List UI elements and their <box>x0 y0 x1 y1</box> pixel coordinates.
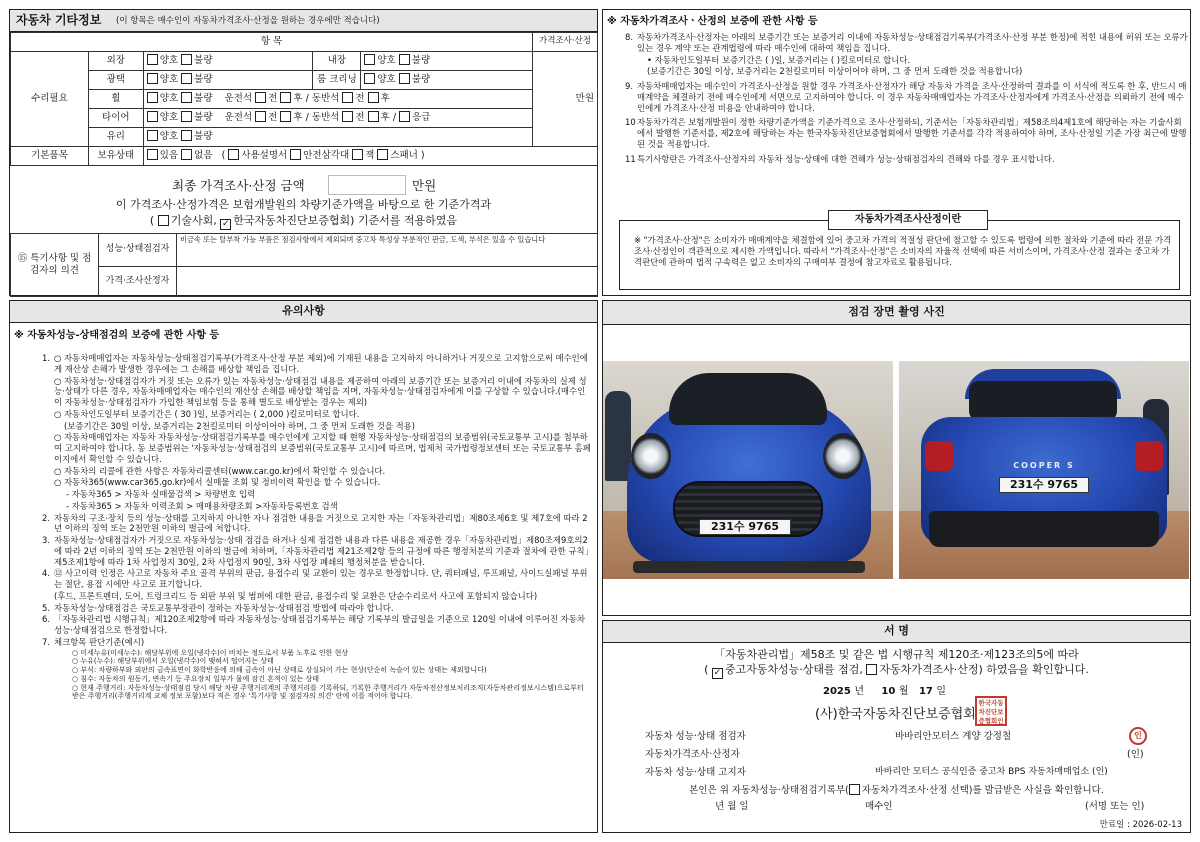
buyer-line <box>715 801 1185 813</box>
warranty-item: 8. 자동차가격조사·산정자는 아래의 보증기간 또는 보증거리 이내에 자동차성능·상태점검기록부(가격조사·산정 부분 한정)에 적힌 내용에 허위 또는 오류가 있는 경우 계약 또는 관계법령에 따라 매수인에 대하여 책임을 집니다. <box>625 32 1188 53</box>
checkbox[interactable] <box>147 73 158 84</box>
signature-org: (사)한국자동차진단보증협회 <box>815 707 976 722</box>
price-appraisal-box <box>619 220 1180 290</box>
note-item: (보증기간은 30일 이상, 보증거리는 2천킬로미터 이상이어야 하며, 그 중 먼저 도래한 것을 적용) <box>64 420 416 431</box>
checkbox[interactable] <box>228 149 239 160</box>
note-item: 5. 자동차성능·상태점검은 국토교통부장관이 정하는 자동차성능·상태점검 방법에 따라야 합니다. <box>42 602 394 613</box>
appraiser-opinion <box>177 267 598 297</box>
note-item: 1. ○ 자동차매매업자는 자동차성능·상태점검기록부(가격조사·산정 부분 제외)에 기재된 내용을 고지하지 아니하거나 거짓으로 고지함으로써 매수인에게 재산상 손해가 발생한 경우에는 그 손해를 배상할 책임을 집니다. <box>42 353 588 374</box>
notes-list <box>40 353 592 701</box>
checkbox[interactable] <box>280 111 291 122</box>
checkbox[interactable] <box>181 54 192 65</box>
repair-table <box>10 32 598 166</box>
price-appraisal-box-title: 자동차가격조사산정이란 <box>828 210 988 230</box>
inspector-seal: 인 <box>1129 727 1147 745</box>
possession-options: 있음 없음 ( 사용설명서 안전삼각대 잭 스패너 ) <box>143 147 597 166</box>
checkbox[interactable] <box>342 111 353 122</box>
criteria-item: ○ 침수: 자동차의 원동기, 변속기 등 주요장치 일부가 물에 잠긴 흔적이 있는 상태 <box>72 674 320 683</box>
criteria-item: ○ 미세누유(미세누수): 해당부위에 오일(냉각수)이 비치는 정도로서 부품 노후로 인한 현상 <box>72 648 349 657</box>
checkbox[interactable] <box>364 54 375 65</box>
warranty-title: ※ 자동차가격조사ㆍ산정의 보증에 관한 사항 등 <box>607 16 818 27</box>
sign-row-label: 자동차 성능·상태 점검자 <box>645 731 746 742</box>
row-label-exterior: 외장 <box>88 52 143 71</box>
checkbox[interactable] <box>147 111 158 122</box>
other-info-section <box>9 9 598 296</box>
checkbox[interactable] <box>399 54 410 65</box>
final-price-input[interactable] <box>328 175 406 195</box>
price-unit: 만원 <box>533 52 598 147</box>
criteria-item: ○ 현재 주행거리: 자동차성능·상태점검 당시 해당 차량 주행거리계의 주행거리를 기록하되, 기록한 주행거리가 자동차전산정보처리조직(자동차관리정보시스템)으로부터 받은 주행거리(주행거리계 교체 정보 포함)보다 적은 경우 '특기사항 및 점검자의 의견' 란에 이를 적어야 합니다. <box>72 683 584 701</box>
inspector-label: 성능·상태점검자 <box>99 234 177 267</box>
notes-subtitle: ※ 자동차성능-상태점검의 보증에 관한 사항 등 <box>14 330 220 341</box>
note-item: ○ 자동차의 리콜에 관한 사항은 자동차리콜센터(www.car.go.kr)에서 확인할 수 있습니다. <box>54 465 386 476</box>
warranty-list <box>623 32 1188 165</box>
checkbox[interactable] <box>181 73 192 84</box>
bumper <box>929 511 1159 547</box>
final-price-unit: 만원 <box>412 178 437 193</box>
sign-row-label: 자동차가격조사·산정자 <box>645 749 740 760</box>
final-price-label: 최종 가격조사·산정 금액 <box>172 178 305 193</box>
gloss-options: 양호 불량 <box>143 71 313 90</box>
col-price-header: 가격조사·산정 <box>533 33 598 52</box>
sign-row <box>645 767 1185 779</box>
checkbox[interactable] <box>368 92 379 103</box>
criteria-item: ○ 부식: 차량하부와 외판의 금속표면이 화학반응에 의해 금속이 아닌 상태로 상실되어 가는 현상(단순히 녹슬어 있는 상태는 제외합니다) <box>72 666 487 674</box>
headlight-right <box>823 433 863 479</box>
note-item: 4. ⑫ 사고이력 인정은 사고로 자동차 주요 골격 부위의 판금, 용접수리 및 교환이 있는 경우로 한정합니다. 단, 쿼터패널, 루프패널, 사이드실패널 부위는 절단, 용접 시에만 사고로 표기합니다. <box>42 568 588 589</box>
windshield <box>669 373 827 425</box>
checkbox[interactable] <box>147 149 158 160</box>
sign-row-value: (인) <box>1127 749 1144 760</box>
front-plate: 231수 9765 <box>699 519 791 535</box>
buyer-sign-note: (서명 또는 인) <box>1085 801 1145 812</box>
tire-options: 양호 불량 운전석 전 후 / 동반석 전 후 / 응급 <box>143 109 532 128</box>
sign-row-label: 자동차 성능·상태 고지자 <box>645 767 746 778</box>
warranty-item: (보증기간은 30일 이상, 보증거리는 2천킬로미터 이상이어야 하며, 그 중 먼저 도래한 것을 적용합니다) <box>647 66 1023 77</box>
row-label-room-cleaning: 룸 크리닝 <box>313 71 361 90</box>
checkbox[interactable] <box>399 73 410 84</box>
col-item-header: 항 목 <box>11 33 533 52</box>
special-notes-table <box>10 233 598 297</box>
criteria-list <box>54 649 592 702</box>
checkbox[interactable] <box>377 149 388 160</box>
checkbox-kadia[interactable]: ✓ <box>221 219 230 229</box>
sign-row-value: 바바리안 모터스 공식인증 중고차 BPS 자동차매매업소 (인) <box>875 767 1108 777</box>
sign-row <box>645 749 1165 761</box>
rear-photo <box>899 361 1189 579</box>
signature-line2: ( ✓ 중고자동차성능·상태를 점검, 자동차가격조사·산정) 하였음을 확인합니다. <box>704 663 1089 678</box>
checkbox[interactable] <box>147 130 158 141</box>
checkbox[interactable] <box>280 92 291 103</box>
possession-label: 보유상태 <box>88 147 143 166</box>
checkbox-technician-society[interactable] <box>158 215 169 226</box>
note-item: 7. 체크항목 판단기준(예시) <box>42 636 145 647</box>
taillight-right <box>1135 441 1163 471</box>
exterior-options: 양호 불량 <box>143 52 313 71</box>
warranty-item: 10 자동차가격은 보험개발원이 정한 차량기준가액을 기준가격으로 조사·산정하되, 기준서는「자동차관리법」제58조의4제1호에 해당하는 자는 기술사회에서 발행한 기준서를, 제2호에 해당하는 자는 한국자동차진단보증협회에서 발행한 기준서를 각각 적용하여야 하며, 조사·산정일 기준 가장 최근에 발행된 것을 적용합니다. <box>625 117 1187 149</box>
note-item: 6. 「자동차관리법 시행규칙」제120조제2항에 따라 자동차성능·상태점검기록부는 해당 기록부의 발급일을 기준으로 120일 이내에 이루어진 자동차 성능·상태점검으로 한정합니다. <box>42 614 585 635</box>
note-item: 2. 자동차의 구조·장치 등의 성능·상태를 고지하지 아니한 자나 점검한 내용을 거짓으로 고지한 자는「자동차관리법」제80조제6호 및 제7호에 따라 2년 이하의 징역 또는 2천만원 이하의 벌금에 처합니다. <box>42 512 588 534</box>
sign-row-value: 바바리안모터스 계양 강정철 <box>895 731 1012 742</box>
checkbox[interactable] <box>147 54 158 65</box>
wheel-options: 양호 불량 운전석 전 후 / 동반석 전 후 <box>143 90 532 109</box>
signature-date: 2025 년 10 월 17 일 <box>823 686 947 697</box>
checkbox-performance-check[interactable]: ✓ <box>713 668 722 678</box>
checkbox-receipt-price[interactable] <box>849 784 860 795</box>
checkbox[interactable] <box>368 111 379 122</box>
signature-section <box>602 620 1191 833</box>
signature-header: 서 명 <box>603 621 1190 643</box>
checkbox[interactable] <box>290 149 301 160</box>
org-seal: 한국자동차진단보증협회인 <box>975 696 1007 726</box>
interior-options: 양호 불량 <box>361 52 533 71</box>
checkbox[interactable] <box>255 92 266 103</box>
buyer-label: 매수인 <box>865 801 893 812</box>
room-cleaning-options: 양호 불량 <box>361 71 533 90</box>
basic-items-label: 기본품목 <box>11 147 89 166</box>
glass-options: 양호 불량 <box>143 128 532 147</box>
checkbox[interactable] <box>364 73 375 84</box>
warranty-item: • 자동차인도일부터 보증기간은 ( )일, 보증거리는 ( )킬로미터로 합니다. <box>647 54 911 65</box>
signature-line1: 「자동차관리법」제58조 및 같은 법 시행규칙 제120조·제123조의5에 따라 <box>714 648 1079 661</box>
note-item: - 자동차365 > 자동차 이력조회 > 매매용차량조회 >자동차등록번호 검색 <box>66 500 338 511</box>
checkbox[interactable] <box>342 92 353 103</box>
rear-badge: COOPER S <box>1013 461 1075 470</box>
final-price-row <box>10 174 597 198</box>
note-item: (후드, 프론트펜더, 도어, 트렁크리드 등 외판 부위 및 범퍼에 대한 판금, 용접수리 및 교환은 단순수리로서 사고에 포함되지 않습니다) <box>54 590 538 601</box>
checkbox[interactable] <box>181 92 192 103</box>
receipt-line: 본인은 위 자동차성능·상태점검기록부( 자동차가격조사·산정 선택)를 발급받은 사실을 확인합니다. <box>689 785 1104 796</box>
checkbox[interactable] <box>181 149 192 160</box>
notes-section <box>9 300 598 833</box>
row-label-gloss: 광택 <box>88 71 143 90</box>
note-item: ○ 자동차성능·상태점검자가 거짓 또는 오류가 있는 자동차성능·상태점검 내용을 제공하여 아래의 보증기간 또는 보증거리 이내에 자동차의 실제 성능·상태가 다른 경우, 자동차매매업자는 매수인의 재산상 손해를 배상할 책임을 지며, 자동차성능·상태점검자에게 이를 구상할 수 있습니다.(매수인이 자동차성능·상태점검자가 가입한 책임보험 등을 통해 별도로 배상받는 경우는 제외) <box>54 375 587 407</box>
checkbox[interactable] <box>352 149 363 160</box>
front-photo <box>603 361 893 579</box>
buyer-date-blank: 년 월 일 <box>715 801 749 812</box>
criteria-item: ○ 누유(누수): 해당부위에서 오일(냉각수)이 맺혀서 떨어지는 상태 <box>72 657 274 666</box>
worker <box>605 391 631 481</box>
taillight-left <box>925 441 953 471</box>
appraiser-label: 가격·조사산정자 <box>99 267 177 297</box>
warranty-section <box>602 9 1191 296</box>
checkbox[interactable] <box>399 111 410 122</box>
note-item: ○ 자동차인도일부터 보증기간은 ( 30 )일, 보증거리는 ( 2,000 )킬로미터로 합니다. <box>54 408 360 419</box>
checkbox[interactable] <box>181 111 192 122</box>
warranty-item: 9. 자동차매매업자는 매수인이 가격조사·산정을 원할 경우 가격조사·산정자가 해당 자동차 가격을 조사·산정하여 결과를 이 서식에 적도록 한 후, 반드시 매매계약을 체결하기 전에 매수인에게 서면으로 고지하여야 합니다. 이 경우 자동차매매업자는 가격조사·산정자에게 가격조사·산정을 의뢰하기 전에 매수인에게 가격조사·산정 비용을 안내하여야 합니다. <box>625 81 1187 113</box>
sign-row <box>645 731 1165 743</box>
warranty-item: 11 특기사항란은 가격조사·산정자의 자동차 성능·상태에 대한 견해가 성능·상태점검자의 견해와 다를 경우 표시합니다. <box>625 153 1055 164</box>
photos-section <box>602 300 1191 616</box>
note-item: 3. 자동차성능·상태점검자가 거짓으로 자동차성능·상태 점검을 하거나 실제 점검한 내용과 다른 내용을 제공한 경우「자동차관리법」제80조제9호의2에 따라 2년 이하의 징역 또는 2천만원 이하의 벌금에 처하며,「자동차관리법 제21조제2항 등의 규정에 따른 행정처분의 기준과 절차에 관한 규칙」제5조제1항에 따라 1차 사업정지 30일, 2차 사업정지 90일, 3차 사업장 폐쇄의 행정처분을 받습니다. <box>42 535 589 567</box>
price-appraisal-text: ※ "가격조사·산정"은 소비자가 매매계약을 체결함에 있어 중고차 가격의 적절성 판단에 참고할 수 있도록 법령에 의한 절차와 기준에 따라 전문 가격조사·산정인이 객관적으로 제시한 가액입니다. 따라서 "가격조사·산정"은 소비자의 자율적 선택에 따른 서비스이며, 가격조사·산정 결과는 중고차 가격판단에 관하여 법적 구속력은 없고 소비자의 구매여부 결정에 참고자료로 활용됩니다. <box>634 235 1172 267</box>
tire-shadow <box>633 561 865 573</box>
note-item: - 자동차365 > 자동차 실매물검색 > 차량번호 입력 <box>66 489 256 499</box>
expiry-date: 만료일 : 2026-02-13 <box>1099 820 1182 830</box>
note-item: ○ 자동차365(www.car365.go.kr)에서 실매물 조회 및 정비이력 확인을 할 수 있습니다. <box>54 477 381 488</box>
notes-header: 유의사항 <box>10 301 597 323</box>
checkbox[interactable] <box>147 92 158 103</box>
row-label-interior: 내장 <box>313 52 361 71</box>
headlight-left <box>631 433 671 479</box>
row-label-tire: 타이어 <box>88 109 143 128</box>
other-info-subtitle: (이 항목은 매수인이 자동차가격조사·산정을 원하는 경우에만 적습니다) <box>116 16 380 26</box>
checkbox[interactable] <box>181 130 192 141</box>
rear-plate: 231수 9765 <box>999 477 1089 493</box>
row-label-wheel: 휠 <box>88 90 143 109</box>
inspector-opinion: 비금속 또는 탈부착 가능 부품은 점검사항에서 제외되며 중고차 특성상 부분적인 판금, 도색, 부식은 있을 수 있습니다 <box>177 234 598 267</box>
repair-need-label: 수리필요 <box>11 52 89 147</box>
other-info-title: 자동차 기타정보 <box>16 13 102 27</box>
row-label-glass: 유리 <box>88 128 143 147</box>
special-notes-label: ⑮ 특기사항 및 점검자의 의견 <box>11 234 99 297</box>
note-item: ○ 자동차매매업자는 자동차 자동차성능·상태점검기록부를 매수인에게 고지할 때 현행 자동차성능·상태점검의 보증범위(국토교통부 고시)를 첨부하여 고지하여야 합니다. 동 보증범위는 '자동차성능·상태점검의 보증범위(국토교통부 고시)에 따르며, 법제처 국가법령정보센터 또는 국토교통부 홈페이지에서 확인할 수 있습니다. <box>54 432 591 464</box>
photos-header: 점검 장면 촬영 사진 <box>603 301 1190 325</box>
other-info-header <box>10 10 597 32</box>
checkbox-price-appraisal[interactable] <box>866 664 877 675</box>
standard-text-1: 이 가격조사·산정가격은 보험개발원의 차량기준가액을 바탕으로 한 기준가격과 <box>115 198 492 211</box>
standard-text-2: ( 기술사회, ✓ 한국자동차진단보증협회) 기준서를 적용하였음 <box>149 214 458 229</box>
rear-window <box>969 381 1117 421</box>
checkbox[interactable] <box>255 111 266 122</box>
